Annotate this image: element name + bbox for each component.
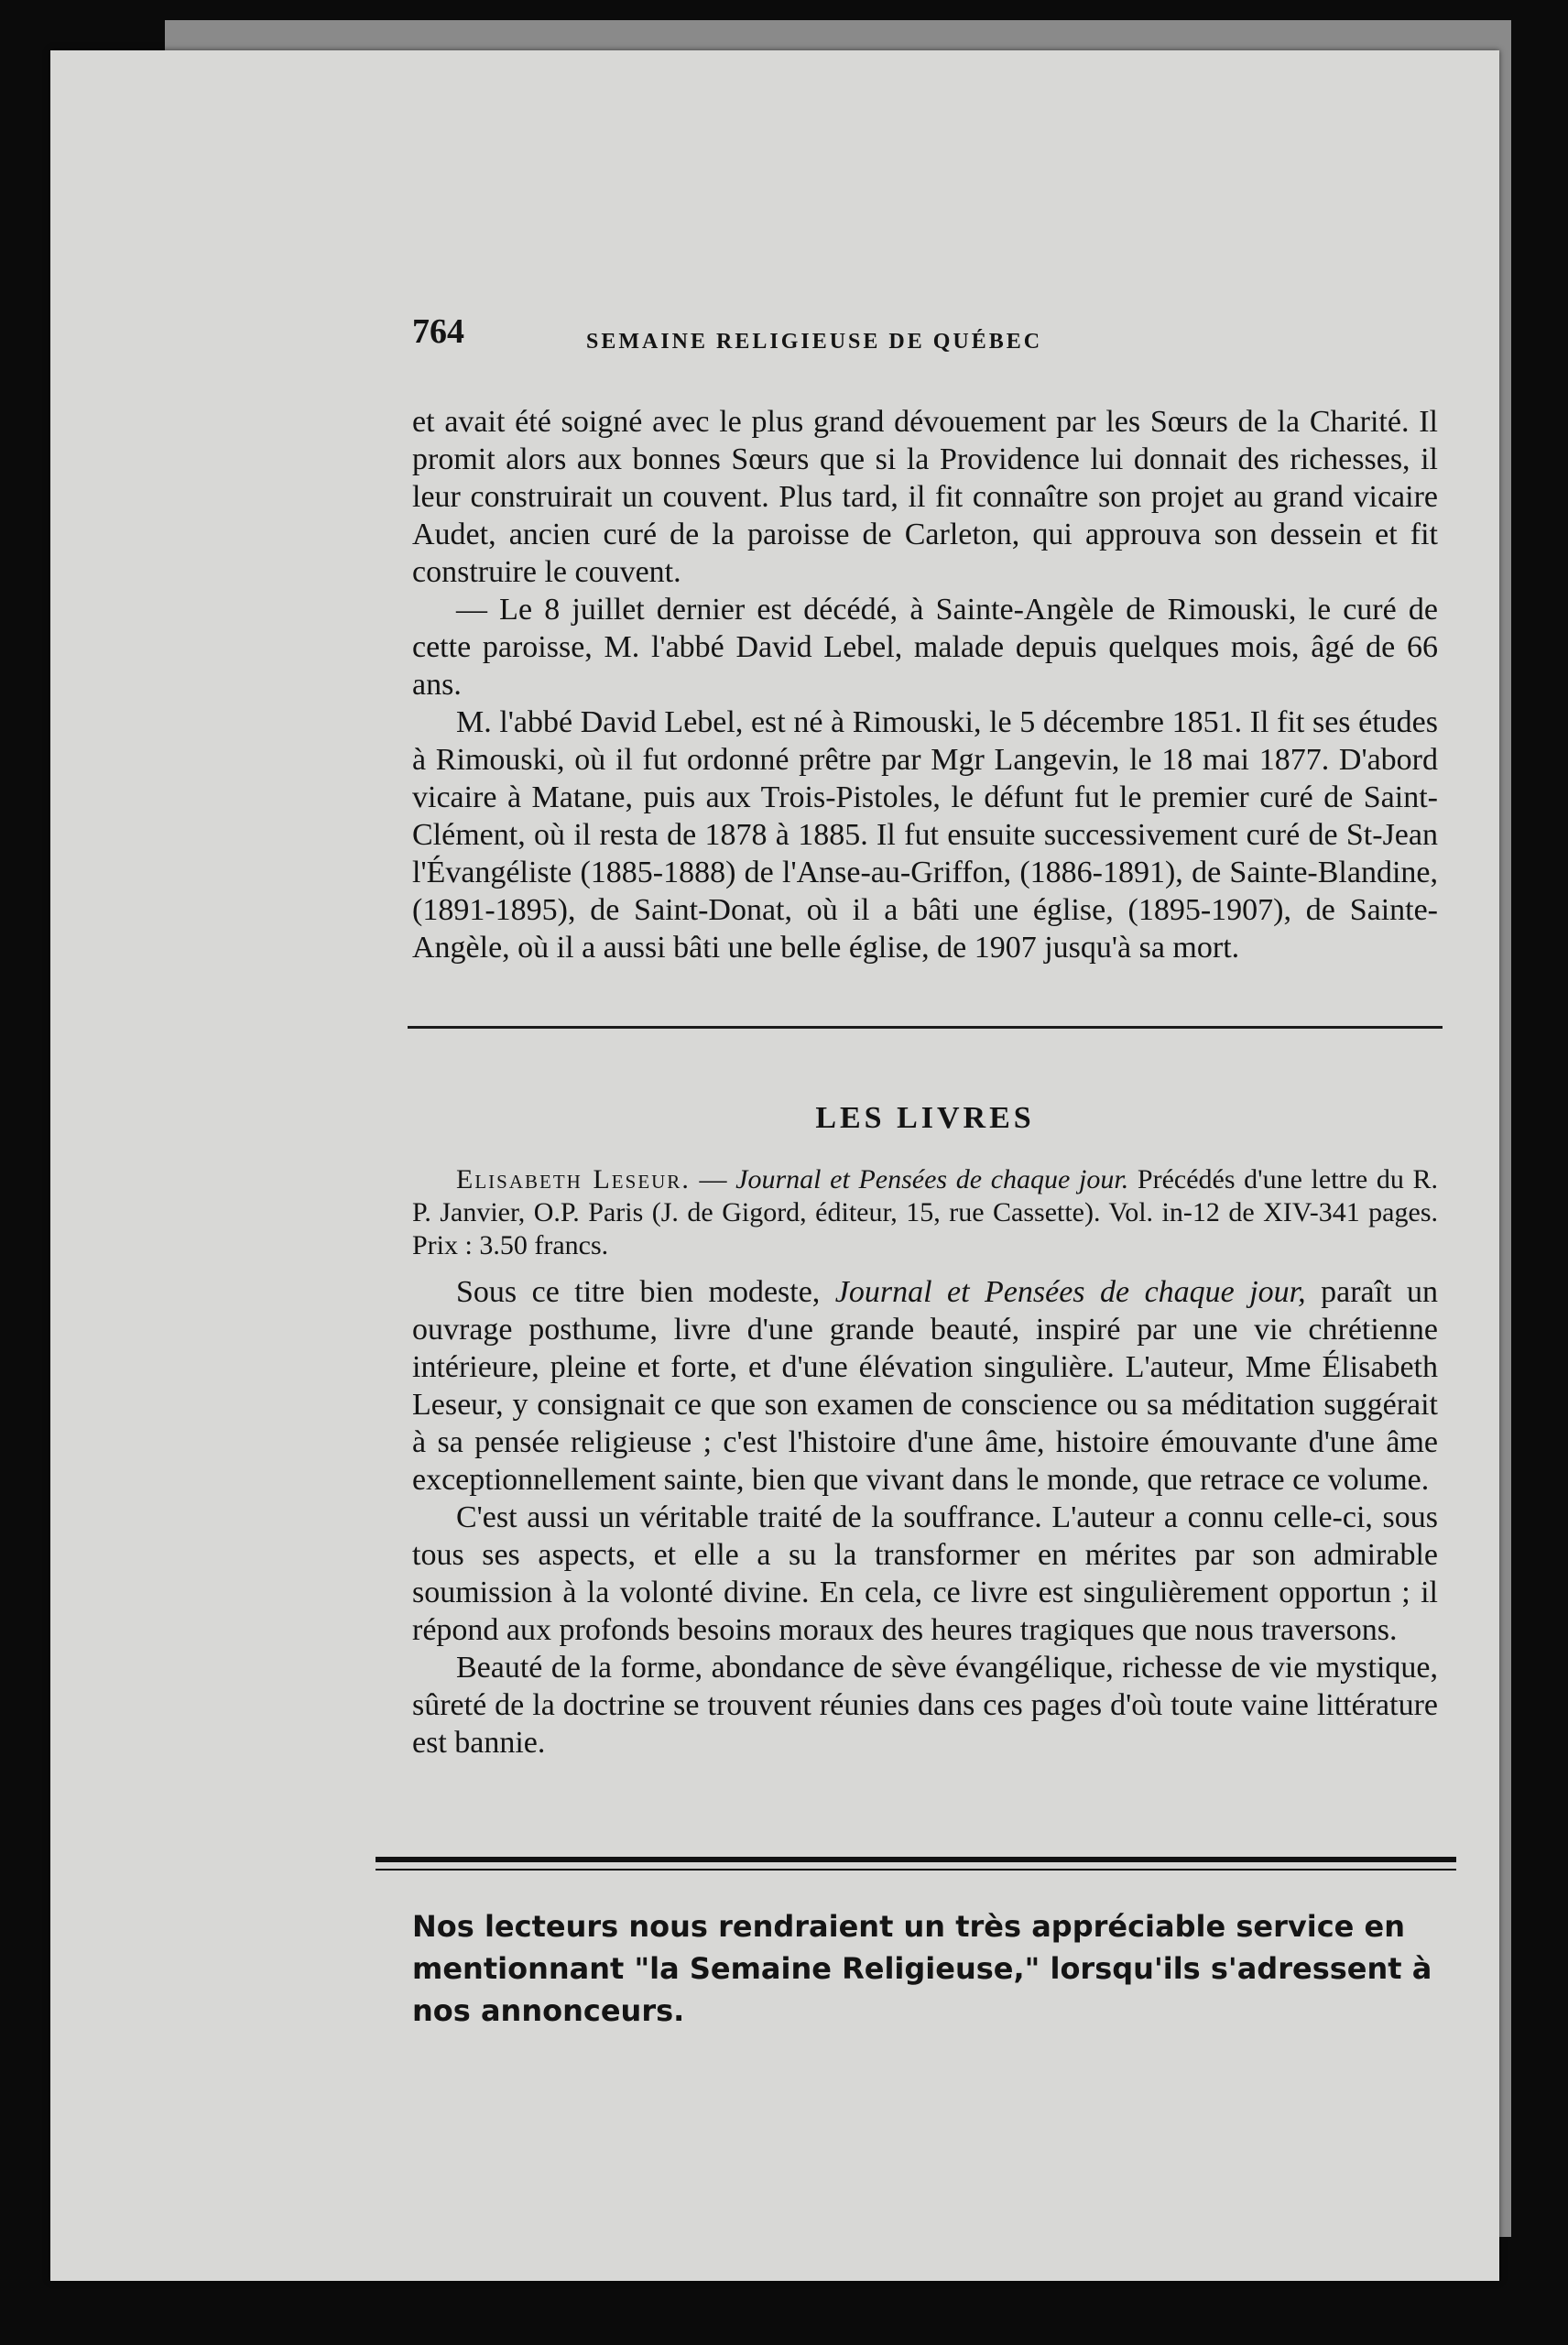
notice-rule-thick: [376, 1857, 1456, 1862]
obituary-paragraph-3: M. l'abbé David Lebel, est né à Rimouski, le 5 décembre 1851. Il fit ses études à Rimouski, où il fut ordonné prêtre par Mgr Langevin, le 18 mai 1877. D'abord vicaire à Matane, puis aux Trois-Pistoles, le défunt fut le premier curé de Saint-Clément, où il resta de 1878 à 1885. Il fut ensuite successivement curé de St-Jean l'Évangéliste (1885-1888) de l'Anse-au-Griffon, (1886-1891), de Sainte-Blandine, (1891-1895), de Saint-Donat, où il a bâti une église, (1895-1907), de Sainte-Angèle, où il a aussi bâti une belle église, de 1907 jusqu'à sa mort.: [412, 705, 1438, 965]
citation-dash: —: [690, 1164, 736, 1194]
review-paragraph-1-rest: paraît un ouvrage posthume, livre d'une grande beauté, inspiré par une vie chrétienne intérieure, pleine et forte, et d'une élévation singulière. L'auteur, Mme Élisabeth Leseur, y consignait ce que son examen de conscience ou sa méditation suggérait à sa pensée religieuse ; c'est l'histoire d'une âme, histoire émouvante d'une âme exceptionnellement sainte, bien que vivant dans le monde, que retrace ce volume.: [412, 1275, 1438, 1497]
review-book-title: Journal et Pensées de chaque jour,: [834, 1275, 1306, 1309]
scanned-page: [50, 50, 1499, 2281]
page-header: [357, 302, 1456, 366]
citation-details: Précédés d'une lettre du R. P. Janvier, O.P. Paris (J. de Gigord, éditeur, 15, rue Cassette). Vol. in-12 de XIV-341 pages. Prix : 3.50 francs.: [412, 1164, 1439, 1260]
section-divider: [408, 1026, 1443, 1029]
review-paragraph-2: C'est aussi un véritable traité de la souffrance. L'auteur a connu celle-ci, sous tous ses aspects, et elle a su la transformer en mérites par son admirable soumission à la volonté divine. En cela, ce livre est singulièrement opportun ; il répond aux profonds besoins moraux des heures tragiques que nous traversons.: [412, 1500, 1438, 1647]
page-number: 764: [412, 312, 464, 351]
obituary-paragraph-2: — Le 8 juillet dernier est décédé, à Sainte-Angèle de Rimouski, le curé de cette paroisse, M. l'abbé David Lebel, malade depuis quelques mois, âgé de 66 ans.: [412, 593, 1438, 702]
page-content: [357, 302, 1456, 2028]
citation-author: Elisabeth Leseur.: [456, 1164, 691, 1194]
book-citation: [412, 1163, 1438, 1262]
books-section-title: LES LIVRES: [815, 1101, 1035, 1135]
review-paragraph-3: Beauté de la forme, abondance de sève évangélique, richesse de vie mystique, sûreté de la doctrine se trouvent réunies dans ces pages d'où toute vaine littérature est bannie.: [412, 1651, 1438, 1760]
citation-title: Journal et Pensées de chaque jour.: [735, 1164, 1129, 1194]
notice-rule-thin: [376, 1869, 1456, 1871]
book-review: [412, 1273, 1438, 1761]
obituary-section: [412, 403, 1438, 966]
obituary-paragraph-1: et avait été soigné avec le plus grand dévouement par les Sœurs de la Charité. Il promit alors aux bonnes Sœurs que si la Providence lui donnait des richesses, il leur construirait un couvent. Plus tard, il fit connaître son projet au grand vicaire Audet, ancien curé de la paroisse de Carleton, qui approuva son dessein et fit construire le couvent.: [412, 405, 1438, 589]
review-paragraph-1-start: Sous ce titre bien modeste,: [456, 1275, 835, 1309]
advertiser-notice: Nos lecteurs nous rendraient un très appréciable service en mentionnant "la Semaine Religieuse," lorsqu'ils s'adressent à nos annonceurs.: [412, 1909, 1432, 2028]
running-head: SEMAINE RELIGIEUSE DE QUÉBEC: [586, 330, 1043, 354]
